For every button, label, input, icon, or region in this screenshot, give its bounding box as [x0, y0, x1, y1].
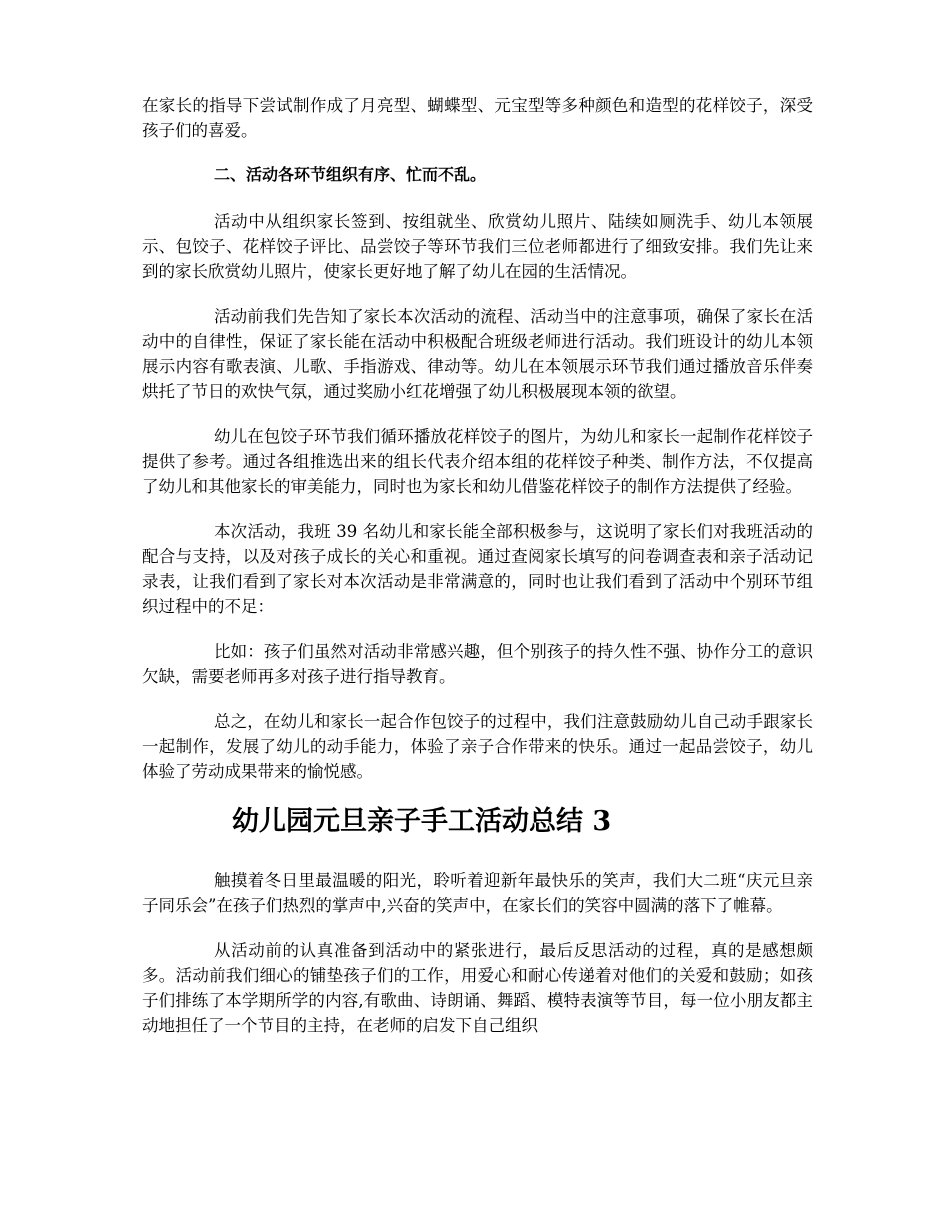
paragraph: 总之，在幼儿和家长一起合作包饺子的过程中，我们注意鼓励幼儿自己动手跟家长一起制作，发展了幼儿的动手能力，体验了亲子合作带来的快乐。通过一起品尝饺子，幼儿体验了劳动成果带来的愉悦感。: [142, 712, 813, 781]
paragraph: 触摸着冬日里最温暖的阳光，聆听着迎新年最快乐的笑声，我们大二班“庆元旦亲子同乐会”在孩子们热烈的掌声中,兴奋的笑声中，在家长们的笑容中圆满的落下了帷幕。: [142, 871, 813, 915]
section-subheading: 二、活动各环节组织有序、忙而不乱。: [214, 165, 487, 184]
paragraph-continuation: 在家长的指导下尝试制作成了月亮型、蝴蝶型、元宝型等多种颜色和造型的花样饺子，深受孩子们的喜爱。: [142, 96, 813, 140]
document-page: [142, 93, 813, 1058]
paragraph: 活动前我们先告知了家长本次活动的流程、活动当中的注意事项，确保了家长在活动中的自律性，保证了家长能在活动中积极配合班级老师进行活动。我们班设计的幼儿本领展示内容有歌表演、儿歌、手指游戏、律动等。幼儿在本领展示环节我们通过播放音乐伴奏烘托了节日的欢快气氛，通过奖励小红花增强了幼儿积极展现本领的欲望。: [142, 307, 813, 401]
paragraph: 从活动前的认真准备到活动中的紧张进行，最后反思活动的过程，真的是感想颇多。活动前我们细心的铺垫孩子们的工作，用爱心和耐心传递着对他们的关爱和鼓励；如孩子们排练了本学期所学的内容,有歌曲、诗朗诵、舞蹈、模特表演等节目，每一位小朋友都主动地担任了一个节目的主持，在老师的启发下自己组织: [142, 941, 813, 1035]
paragraph: 比如：孩子们虽然对活动非常感兴趣，但个别孩子的持久性不强、协作分工的意识欠缺，需要老师再多对孩子进行指导教育。: [142, 642, 813, 686]
paragraph: 本次活动，我班 39 名幼儿和家长能全部积极参与，这说明了家长们对我班活动的配合与支持，以及对孩子成长的关心和重视。通过查阅家长填写的问卷调查表和亲子活动记录表，让我们看到了家长对本次活动是非常满意的，同时也让我们看到了活动中个别环节组织过程中的不足：: [142, 522, 813, 616]
paragraph: 幼儿在包饺子环节我们循环播放花样饺子的图片，为幼儿和家长一起制作花样饺子提供了参考。通过各组推选出来的组长代表介绍本组的花样饺子种类、制作方法，不仅提高了幼儿和其他家长的审美能力，同时也为家长和幼儿借鉴花样饺子的制作方法提供了经验。: [142, 427, 813, 496]
section-title: 幼儿园元旦亲子手工活动总结 3: [232, 806, 612, 837]
paragraph: 活动中从组织家长签到、按组就坐、欣赏幼儿照片、陆续如厕洗手、幼儿本领展示、包饺子、花样饺子评比、品尝饺子等环节我们三位老师都进行了细致安排。我们先让来到的家长欣赏幼儿照片，使家长更好地了解了幼儿在园的生活情况。: [142, 212, 813, 281]
